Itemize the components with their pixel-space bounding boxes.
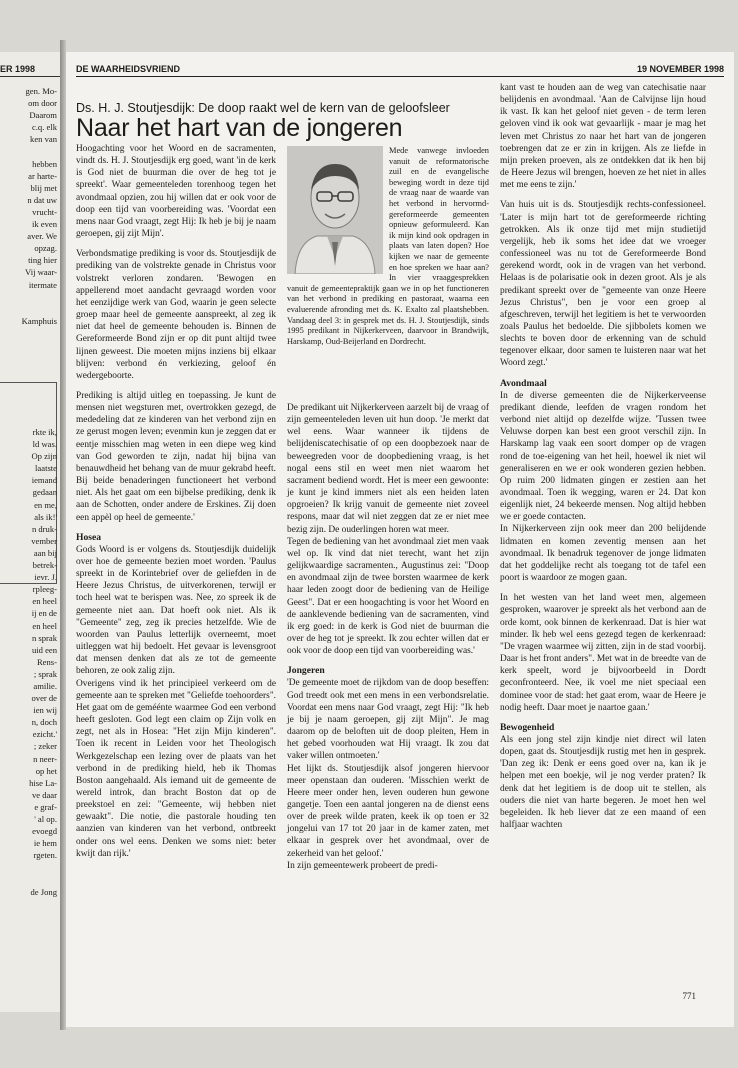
article-headline: Naar het hart van de jongeren	[76, 114, 403, 142]
paragraph: In de diverse gemeenten die de Nijkerkerveense predikant diende, leefden de vragen rondom het verbond niet altijd op dezelfde wijze. 'Tussen twee Veluwse dorpen kan best een groot verschil zijn. In Harskamp lag vaak een soort domper op de vragen rond de toe-eigening van het heil, hoewel ik niet wil generaliseren en we er ook wonderen gezien hebben. Op ruim 200 lidmaten gingen er zestien aan het avondmaal. Toen ik wegging, waren er 24. Dat kon eigenlijk niet, 24 bekeerde mensen. Nog altijd hebben we er goede contacten.	[500, 390, 706, 523]
header-rule	[76, 76, 724, 77]
previous-page-strip	[0, 52, 60, 1012]
subheading-bewogenheid: Bewogenheid	[500, 721, 555, 733]
previous-page-rule	[0, 76, 60, 77]
paragraph: Gods Woord is er volgens ds. Stoutjesdijk duidelijk over hoe de gemeente bezien moet worden. 'Paulus spreekt in de Korintebrief over de geliefden in de Heere Jezus Christus, de uitverkorenen, terwijl er toch heel wat te berispen was. Nee, zo spreek ik de gemeente niet aan. Dat hoeft ook niet. Als ik "Gemeente" zeg, zeg ik precies hetzelfde. Wie de woorden van Paulus letterlijk overneemt, moet uitleggen wat hij bedoelt. Het gevaar is levensgroot dat mensen denken dat als ze tot de gemeente behoren, ze ook zalig zijn.	[76, 544, 276, 677]
paragraph: In het westen van het land weet men, algemeen gesproken, waarover je spreekt als het verbond aan de orde komt, ook binnen de kerkenraad. Dat is hier wat minder. Ik heb wel eens gezegd tegen de kerkenraad: "De vragen waarmee wij zitten, zijn in de stad voorbij. Daar is het front anders". Met wat in de breedte van de kerk speelt, word je bijvoorbeeld in Dordt geconfronteerd. Nee, ik voel me niet speciaal een dominee voor de stad: het gaat erom, waar de Heere je nodig heeft. Daar moet je naartoe gaan.'	[500, 593, 706, 713]
portrait-photo	[287, 146, 383, 274]
paragraph: In Nijkerkerveen zijn ook meer dan 200 belijdende lidmaten en komen zeventig mensen aan het avondmaal. Ik benadruk tegenover de jonge lidmaten dat het goddelijke recht als toegang tot de tafel een poort is waardoor ze mogen gaan.	[500, 524, 706, 584]
publication-name: DE WAARHEIDSVRIEND	[76, 64, 181, 74]
newspaper-page	[66, 52, 734, 1027]
paragraph: 'De gemeente moet de rijkdom van de doop beseffen: God treedt ook met een mens in een verbondsrelatie. Voordat een mens naar God vraagt, zegt Hij: "Ik heb je bij je naam geroepen, gij zijt Mijn". Je mag daarom op de beloften uit de doop pleiten, Hem in het gebed voorhouden wat Hij vraagt. Ik zou dat vaker willen ontmoeten.'	[287, 678, 489, 762]
paragraph: Prediking is altijd uitleg en toepassing. Je kunt de mensen niet wegsturen met, overtrokken gezegd, de mededeling dat ze kinderen van het verbond zijn en ze gerust mogen leven; evenmin kun je zeggen dat er eentje misschien mag weten in een diepe weg kind van God geworden te zijn, nadat hij bijna van benauwdheid het behang van de muur gekrabd heeft. Bij beide benaderingen functioneert het verbond niet. Als het gaat om een bijbelse prediking, denk ik aan de Schotten, onder andere de Erskines. Zij doen een appèl op heel de gemeente.'	[76, 390, 276, 523]
page-number: 771	[682, 991, 696, 1001]
photo-caption: Mede vanwege invloeden vanuit de reformatorische zuil en de evangelische beweging wordt in deze tijd de vraag naar de waarde van het verbond in hervormd-gereformeerde gemeenten opnieuw geformuleerd. Kan ik mijn kind ook opdragen in plaats van laten dopen? Hoe kijken we naar de gemeente en hoe spreken we haar aan? In vier vraaggesprekken vanuit de gemeentepraktijk gaan we in op het functioneren van het verbond in prediking en pastoraat, waarna een evaluerende afronding met ds. K. Exalto zal plaatshebben. Vandaag deel 3: in gesprek met ds. H. J. Stoutjesdijk, sinds 1995 predikant in Nijkerkerveen, daarvoor in Brandwijk, Harskamp, Oud-Beijerland en Dordrecht.	[287, 146, 489, 346]
paragraph: kant vast te houden aan de weg van catechisatie naar belijdenis en avondmaal. 'Aan de Calvijnse lijn houd ik vast. Ik kan het geloof niet geven - de term leren geloven vind ik ook wat gevaarlijk - maar je mag het leven met Christus zo naar het hart van de jongeren toebrengen dat ze er zin in krijgen. Als ze liefde in mijn preken proeven, als ze ontdekken dat ik hen bij de Heere Jezus wil brengen, hoeven ze het niet in alles met me eens te zijn.'	[500, 83, 706, 191]
publication-date: 19 NOVEMBER 1998	[636, 64, 724, 74]
paragraph: In zijn gemeentewerk probeert de predi-	[287, 860, 438, 871]
paragraph: Het lijkt ds. Stoutjesdijk alsof jongeren hiervoor meer openstaan dan ouderen. 'Misschien werkt de Heere meer onder hen, leven ouderen hun gewone gangetje. Toen een aantal jongeren na de dienst eens over de preek wilde praten, keek ik op toen er 32 jongelui van 17 tot 20 jaar in de kamer zaten, met elkaar in gesprek over het avondmaal, over de zekerheid van het geloof.'	[287, 763, 489, 859]
article-column-3	[500, 82, 706, 831]
paragraph: Tegen de bediening van het avondmaal ziet men vaak wel op. Ik vind dat niet terecht, want het zijn gelijkwaardige sacramenten., Augustinus zei: "Doop en avondmaal zijn de twee borsten waarmee de kerk haar leden zoogt door de bediening van de Heilige Geest". Dat er een hoogachting is voor het Woord en de aanklevende bediening van de sacramenten, vind ik erg goed: in de kerk is God niet de buurman die over de heg tot je spreekt. Ik zou echter willen dat er ook voor de doop een tijd van voorbereiding was.'	[287, 536, 489, 657]
subheading-jongeren: Jongeren	[287, 665, 325, 677]
paragraph: Verbondsmatige prediking is voor ds. Stoutjesdijk de prediking van de volstrekte genade in Christus voor volstrekt verloren zondaren. 'Bewogen en appellerend moet aandacht gevraagd worden voor het eenzijdige werk van God, waarin je geen selecte groep maar heel de gemeente aanspreekt, al zeg ik niet dat heel de gemeente behouden is. Binnen de Gereformeerde Bond zijn er op dit punt altijd twee lijnen geweest. Die moeten mijns inziens bij elkaar blijven: verbond én verkiezing, geloof én wedergeboorte.	[76, 249, 276, 381]
subheading-avondmaal: Avondmaal	[500, 377, 547, 389]
article-kicker: Ds. H. J. Stoutjesdijk: De doop raakt wel de kern van de geloofsleer	[76, 101, 450, 115]
article-column-1	[76, 143, 276, 860]
paragraph: Als een jong stel zijn kindje niet direct wil laten dopen, gaat ds. Stoutjesdijk rustig met hen in gesprek. 'Dan zeg ik: Denk er eens goed over na, kan ik je helpen met een boekje, wil je nog verder praten? Ik denk dat het legitiem is de doop uit te stellen, als ouders die niet van harte begeren. Je moet hen wel begeleiden. Ik heb liever dat ze een maand of een halfjaar wachten	[500, 734, 706, 831]
paragraph: Van huis uit is ds. Stoutjesdijk rechts-confessioneel. 'Later is mijn hart tot de gereformeerde richting getrokken. Als ik onze tijd met mijn studietijd vergelijk, heb ik soms het idee dat we vroeger confessioneel was nu tot de Gereformeerde Bond gerekend wordt, ook in de vragen van het verbond. Helaas is de polarisatie ook in dezen groot. Als je als predikant spreekt over de "gemeente van onze Heere Jezus Christus", ben je voor een groep al afgeschreven, terwijl het legitiem is het te verwoorden zoals Paulus het bedoelde. Die sjibbolets komen we slechts te boven door de erkenning van de schuld tegenover elkaar, door samen te luisteren naar wat het Woord zegt.'	[500, 200, 706, 369]
photo-with-caption	[287, 146, 489, 347]
paragraph: De predikant uit Nijkerkerveen aarzelt bij de vraag of zijn gemeenteleden leven uit hun doop. 'Je merkt dat wel eens. Waar wanneer ik tijdens de belijdeniscatechisatie of op een doopbezoek naar de beweegreden voor de doopbediening vraag, is het nogal eens stil en weet men niet waarom het sacrament bediend wordt. Het is meer een gewoonte: je kunt je kind immers niet als een heiden laten opgroeien? Ik krijg vanuit de gemeente niet zoveel respons, maar dat wil niet zeggen dat ze er niet mee bezig zijn. De ouderlingen horen wat meer.	[287, 403, 489, 535]
portrait-illustration	[287, 146, 383, 274]
subheading-hosea: Hosea	[76, 531, 102, 543]
previous-page-text-box: rkte ik, ld was. Op zijn laatste iemand gedaan en me, als ik!' n druk- vember aan bij betrek- ievr. J. rpleeg- en heel ij en de en heel n sprak uid een Rens- ; sprak amilie. over de ien wij n, doch ezicht.' ; zeker n neer- op het hise La- ve daar e graf- ' al op. evoegd ie hem rgeten. de Jong	[29, 427, 57, 897]
page-header	[76, 64, 724, 74]
previous-page-header-date: ER 1998	[0, 64, 36, 74]
paragraph: Overigens vind ik het principieel verkeerd om de gemeente aan te spreken met "Geliefde toehoorders". Het gaat om de geméénte waarmee God een verbond heeft gesloten. God legt een claim op Zijn volk en zegt, net als in Hosea: "Het zijn Mijn kinderen". Toen ik recent in Leiden voor het Theologisch Werkgezelschap een lezing over de plaats van het verbond in de prediking hield, heb ik Thomas Boston aangehaald. Als iemand uit de gemeente de wereld introk, dan bracht Boston dat op de preekstoel en zei: "Gemeente, wij hebben niet gewaakt". Die notie, die pastorale houding ten aanzien van kinderen van het verbond, ontbreekt onder ons wel eens. Denken we soms niet: beter kwijt dan rijk.'	[76, 678, 276, 859]
paragraph: Hoogachting voor het Woord en de sacramenten, vindt ds. H. J. Stoutjesdijk erg goed, want 'in de kerk is God niet de buurman die over de heg tot je spreekt'. Waar gemeenteleden torenhoog tegen het avondmaal opzien, zou hij willen dat er ook voor de doop een tijd van voorbereiding was. 'Voordat een mens naar God vraagt, zegt Hij: Ik heb je bij je naam geroepen, gij zijt Mijn'.	[76, 144, 276, 240]
article-column-2	[287, 402, 489, 872]
previous-page-text-top: gen. Mo- om door Daarom c.q. elk ken van hebben ar harte- blij met n dat uw vrucht- ik even aver. We opzag. ting hier Vij waar- itermate Kamphuis	[21, 86, 57, 326]
